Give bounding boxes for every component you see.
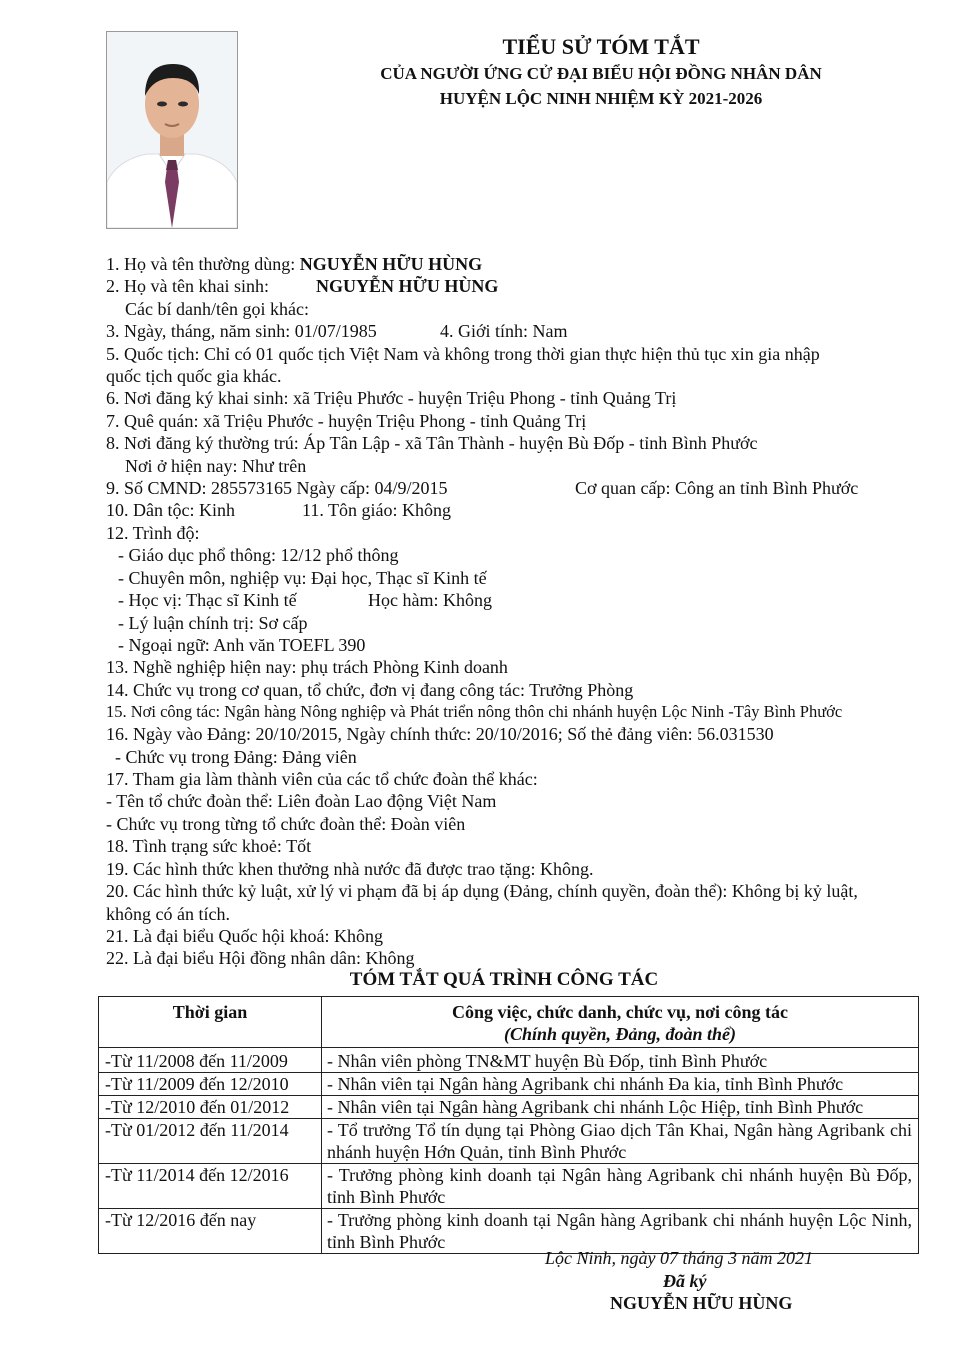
table-row: -Từ 11/2014 đến 12/2016 - Trưởng phòng kinh doanh tại Ngân hàng Agribank chi nhánh huyện Bù Đốp, tỉnh Bình Phước: [99, 1164, 919, 1209]
field-education: 12. Trình độ:: [106, 523, 200, 543]
common-name-value: NGUYỄN HỮU HÙNG: [299, 254, 483, 274]
work-history-title: TÓM TẮT QUÁ TRÌNH CÔNG TÁC: [349, 969, 659, 990]
field-general-education: - Giáo dục phổ thông: 12/12 phổ thông: [118, 545, 399, 565]
column-header-time: Thời gian: [99, 997, 322, 1048]
field-organization-name: - Tên tổ chức đoàn thể: Liên đoàn Lao động Việt Nam: [106, 791, 497, 811]
field-degree: - Học vị: Thạc sĩ Kinh tế: [118, 590, 297, 610]
table-row: -Từ 01/2012 đến 11/2014 - Tổ trưởng Tổ tín dụng tại Phòng Giao dịch Tân Khai, Ngân hàng Agribank chi nhánh huyện Hớn Quản, tỉnh Bình Phước: [99, 1119, 919, 1164]
field-organization-position: - Chức vụ trong từng tổ chức đoàn thể: Đoàn viên: [106, 814, 466, 834]
field-aliases: Các bí danh/tên gọi khác:: [125, 299, 309, 319]
field-religion: 11. Tôn giáo: Không: [302, 500, 451, 520]
signature-status: Đã ký: [663, 1271, 707, 1291]
field-birth-date: 3. Ngày, tháng, năm sinh: 01/07/1985: [106, 321, 377, 341]
field-position: 14. Chức vụ trong cơ quan, tổ chức, đơn vị đang công tác: Trưởng Phòng: [106, 680, 634, 700]
field-nationality-cont: quốc tịch quốc gia khác.: [106, 366, 282, 386]
field-hometown: 7. Quê quán: xã Triệu Phước - huyện Triệu Phong - tỉnh Quảng Trị: [106, 411, 587, 431]
table-row: -Từ 12/2016 đến nay - Trưởng phòng kinh doanh tại Ngân hàng Agribank chi nhánh huyện Lộc Ninh, tỉnh Bình Phước: [99, 1209, 919, 1254]
column-header-job: Công việc, chức danh, chức vụ, nơi công tác (Chính quyền, Đảng, đoàn thể): [322, 997, 919, 1048]
field-awards: 19. Các hình thức khen thưởng nhà nước đã được trao tặng: Không.: [106, 859, 594, 879]
field-party-position: - Chức vụ trong Đảng: Đảng viên: [115, 747, 357, 767]
field-political-theory: - Lý luận chính trị: Sơ cấp: [118, 613, 308, 633]
field-nationality: 5. Quốc tịch: Chỉ có 01 quốc tịch Việt Nam và không trong thời gian thực hiện thủ tục xin gia nhập: [106, 344, 820, 364]
field-professional: - Chuyên môn, nghiệp vụ: Đại học, Thạc sĩ Kinh tế: [118, 568, 487, 588]
field-workplace: 15. Nơi công tác: Ngân hàng Nông nghiệp và Phát triển nông thôn chi nhánh huyện Lộc Ninh -Tây Bình Phước: [106, 702, 843, 721]
work-history-table: [98, 996, 919, 1254]
field-occupation: 13. Nghề nghiệp hiện nay: phụ trách Phòng Kinh doanh: [106, 657, 508, 677]
portrait-photo: [106, 31, 238, 229]
field-birth-name: 2. Họ và tên khai sinh:: [106, 276, 269, 296]
field-foreign-language: - Ngoại ngữ: Anh văn TOEFL 390: [118, 635, 366, 655]
birth-name-value: NGUYỄN HỮU HÙNG: [316, 276, 499, 296]
table-row: -Từ 11/2009 đến 12/2010 - Nhân viên tại Ngân hàng Agribank chi nhánh Đa kia, tỉnh Bình Phước: [99, 1073, 919, 1096]
field-common-name: 1. Họ và tên thường dùng: NGUYỄN HỮU HÙNG: [106, 254, 483, 274]
table-header-row: [99, 997, 919, 1048]
document-title: TIỂU SỬ TÓM TẮT: [502, 34, 700, 59]
field-discipline-cont: không có án tích.: [106, 904, 230, 924]
table-row: -Từ 12/2010 đến 01/2012 - Nhân viên tại Ngân hàng Agribank chi nhánh Lộc Hiệp, tỉnh Bình Phước: [99, 1096, 919, 1119]
table-row: -Từ 11/2008 đến 11/2009 - Nhân viên phòng TN&MT huyện Bù Đốp, tỉnh Bình Phước: [99, 1048, 919, 1073]
field-peoples-council: 22. Là đại biểu Hội đồng nhân dân: Không: [106, 948, 415, 968]
field-permanent-residence: 8. Nơi đăng ký thường trú: Áp Tân Lập - xã Tân Thành - huyện Bù Đốp - tỉnh Bình Phước: [106, 433, 758, 453]
field-gender: 4. Giới tính: Nam: [440, 321, 568, 341]
field-current-residence: Nơi ở hiện nay: Như trên: [125, 456, 307, 476]
field-ethnicity: 10. Dân tộc: Kinh: [106, 500, 235, 520]
field-party-join: 16. Ngày vào Đảng: 20/10/2015, Ngày chính thức: 20/10/2016; Số thẻ đảng viên: 56.031530: [106, 724, 774, 744]
field-discipline: 20. Các hình thức kỷ luật, xử lý vi phạm đã bị áp dụng (Đảng, chính quyền, đoàn thể): Không bị kỷ luật,: [106, 881, 858, 901]
field-academic-title: Học hàm: Không: [368, 590, 492, 610]
field-national-assembly: 21. Là đại biểu Quốc hội khoá: Không: [106, 926, 383, 946]
field-organizations: 17. Tham gia làm thành viên của các tổ chức đoàn thể khác:: [106, 769, 538, 789]
field-id-card: 9. Số CMND: 285573165 Ngày cấp: 04/9/2015: [106, 478, 448, 498]
field-birth-registration: 6. Nơi đăng ký khai sinh: xã Triệu Phước - huyện Triệu Phong - tỉnh Quảng Trị: [106, 388, 677, 408]
person-portrait-icon: [107, 32, 237, 228]
signer-name: NGUYỄN HỮU HÙNG: [610, 1293, 793, 1313]
field-health: 18. Tình trạng sức khoẻ: Tốt: [106, 836, 312, 856]
document-subtitle-2: HUYỆN LỘC NINH NHIỆM KỲ 2021-2026: [439, 89, 763, 108]
field-issuing-authority: Cơ quan cấp: Công an tỉnh Bình Phước: [575, 478, 859, 498]
signature-place-date: Lộc Ninh, ngày 07 tháng 3 năm 2021: [545, 1248, 813, 1268]
document-subtitle-1: CỦA NGƯỜI ỨNG CỬ ĐẠI BIỂU HỘI ĐỒNG NHÂN DÂN: [380, 64, 822, 83]
